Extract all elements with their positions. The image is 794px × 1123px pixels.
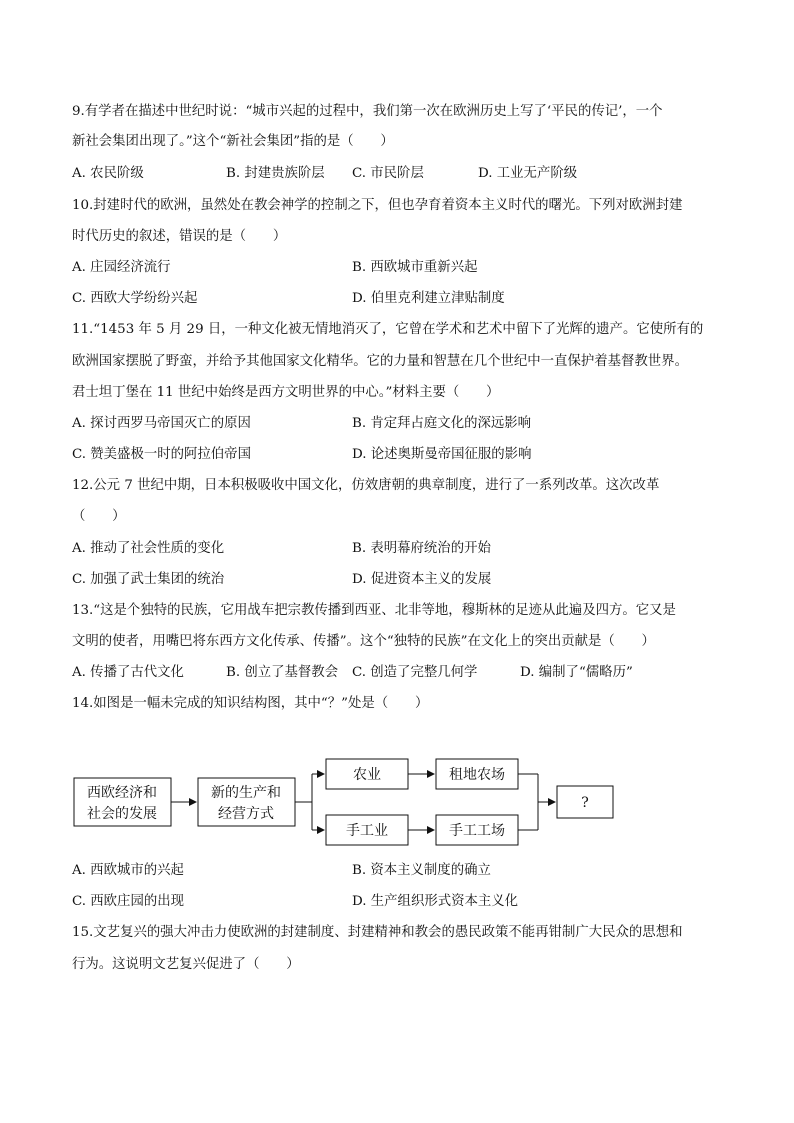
diagram-agriculture-label: 农业 bbox=[353, 767, 381, 783]
diagram-box2-line2: 经营方式 bbox=[218, 806, 274, 822]
q11-stem-line3: 君士坦丁堡在 11 世纪中始终是西方文明世界的中心。”材料主要（ ） bbox=[72, 385, 500, 400]
q14-option-c: C. 西欧庄园的出现 bbox=[72, 894, 185, 909]
q12-option-a: A. 推动了社会性质的变化 bbox=[72, 541, 225, 556]
q13-option-d: D. 编制了“儒略历” bbox=[520, 665, 633, 680]
q11-option-b: B. 肯定拜占庭文化的深远影响 bbox=[352, 416, 532, 431]
diagram-workshop-label: 手工工场 bbox=[449, 823, 505, 839]
q9-option-d: D. 工业无产阶级 bbox=[478, 166, 578, 181]
q14-option-a: A. 西欧城市的兴起 bbox=[72, 863, 184, 878]
q10-stem-line1: 10.封建时代的欧洲，虽然处在教会神学的控制之下，但也孕育着资本主义时代的曙光。下列对欧洲封建 bbox=[72, 198, 683, 213]
q14-option-b: B. 资本主义制度的确立 bbox=[352, 863, 491, 878]
q9-stem-line1: 9.有学者在描述中世纪时说：“城市兴起的过程中，我们第一次在欧洲历史上写了‘平民的传记’，一个 bbox=[72, 104, 663, 119]
q12-stem-line1: 12.公元 7 世纪中期，日本积极吸收中国文化，仿效唐朝的典章制度，进行了一系列改革。这次改革 bbox=[72, 478, 660, 493]
q9-option-c: C. 市民阶层 bbox=[352, 166, 424, 181]
q11-option-d: D. 论述奥斯曼帝国征服的影响 bbox=[352, 447, 532, 462]
diagram-box2-line1: 新的生产和 bbox=[211, 785, 281, 801]
q10-option-b: B. 西欧城市重新兴起 bbox=[352, 260, 478, 275]
q10-option-a: A. 庄园经济流行 bbox=[72, 260, 171, 275]
q13-stem-line2: 文明的使者，用嘴巴将东西方文化传承、传播”。这个“独特的民族”在文化上的突出贡献是（ ） bbox=[72, 634, 655, 649]
knowledge-structure-diagram bbox=[72, 748, 617, 850]
diagram-handicraft-label: 手工业 bbox=[346, 823, 388, 839]
q10-option-d: D. 伯里克利建立津贴制度 bbox=[352, 291, 505, 306]
q12-option-b: B. 表明幕府统治的开始 bbox=[352, 541, 491, 556]
q9-option-b: B. 封建贵族阶层 bbox=[226, 166, 325, 181]
q14-stem-line1: 14.如图是一幅未完成的知识结构图，其中“？”处是（ ） bbox=[72, 696, 429, 711]
q11-stem-line2: 欧洲国家摆脱了野蛮，并给予其他国家文化精华。它的力量和智慧在几个世纪中一直保护着基督教世界。 bbox=[72, 354, 688, 369]
diagram-farm-label: 租地农场 bbox=[449, 767, 505, 783]
q10-option-c: C. 西欧大学纷纷兴起 bbox=[72, 291, 198, 306]
q10-stem-line2: 时代历史的叙述，错误的是（ ） bbox=[72, 229, 287, 244]
q11-option-a: A. 探讨西罗马帝国灭亡的原因 bbox=[72, 416, 251, 431]
q9-stem-line2: 新社会集团出现了。”这个“新社会集团”指的是（ ） bbox=[72, 134, 394, 149]
diagram-box1-line2: 社会的发展 bbox=[87, 806, 157, 822]
q9-option-a: A. 农民阶级 bbox=[72, 166, 144, 181]
q13-option-a: A. 传播了古代文化 bbox=[72, 665, 184, 680]
q13-stem-line1: 13.“这是个独特的民族，它用战车把宗教传播到西亚、北非等地，穆斯林的足迹从此遍及四方。它又是 bbox=[72, 603, 676, 618]
diagram-unknown-label: ? bbox=[581, 795, 589, 811]
q15-stem-line1: 15.文艺复兴的强大冲击力使欧洲的封建制度、封建精神和教会的愚民政策不能再钳制广大民众的思想和 bbox=[72, 925, 683, 940]
q13-option-c: C. 创造了完整几何学 bbox=[352, 665, 478, 680]
diagram-box1-line1: 西欧经济和 bbox=[87, 785, 157, 801]
q14-option-d: D. 生产组织形式资本主义化 bbox=[352, 894, 519, 909]
q15-stem-line2: 行为。这说明文艺复兴促进了（ ） bbox=[72, 957, 300, 972]
q12-stem-line2: （ ） bbox=[72, 509, 126, 524]
q11-option-c: C. 赞美盛极一时的阿拉伯帝国 bbox=[72, 447, 251, 462]
q12-option-c: C. 加强了武士集团的统治 bbox=[72, 572, 225, 587]
q12-option-d: D. 促进资本主义的发展 bbox=[352, 572, 492, 587]
q11-stem-line1: 11.“1453 年 5 月 29 日，一种文化被无情地消灭了，它曾在学术和艺术中留下了光辉的遗产。它使所有的 bbox=[72, 322, 704, 337]
q13-option-b: B. 创立了基督教会 bbox=[226, 665, 339, 680]
